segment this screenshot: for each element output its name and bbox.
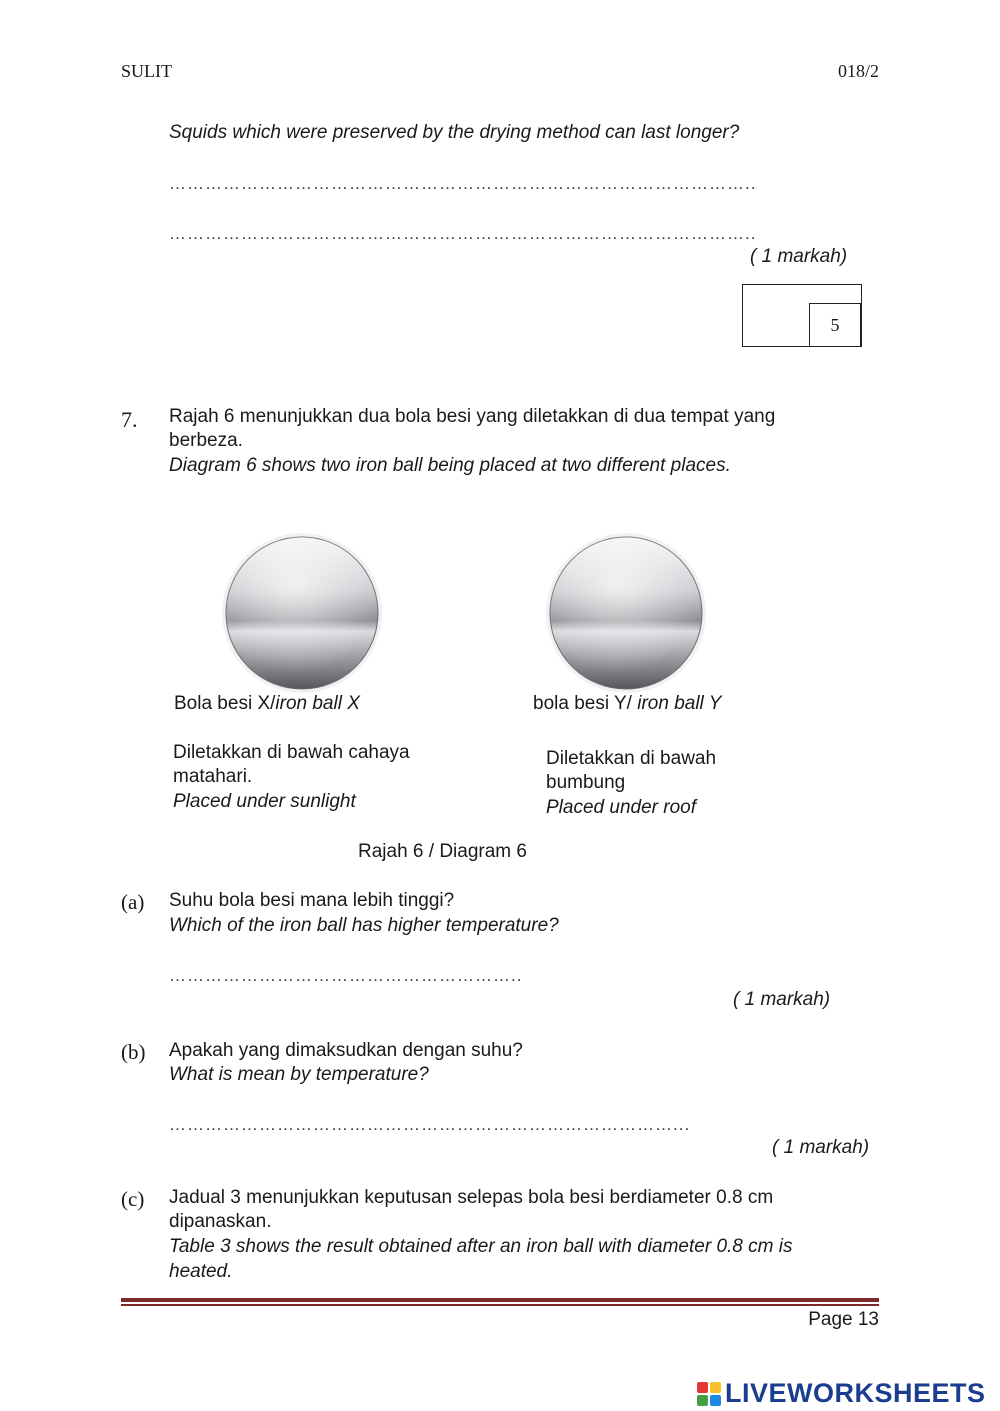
- part-b-english: What is mean by temperature?: [169, 1064, 429, 1085]
- part-label: (c): [121, 1187, 145, 1211]
- question-text-malay: Rajah 6 menunjukkan dua bola besi yang diletakkan di dua tempat yang: [169, 406, 776, 427]
- part-label: (a): [121, 890, 145, 914]
- score-box-value: 5: [809, 303, 861, 347]
- part-c-malay: Jadual 3 menunjukkan keputusan selepas bola besi berdiameter 0.8 cm: [169, 1187, 774, 1208]
- part-b-malay: Apakah yang dimaksudkan dengan suhu?: [169, 1040, 523, 1061]
- answer-line[interactable]: …………………………………………………………………………...: [169, 1115, 691, 1134]
- answer-line[interactable]: ……………………………………………………………………………………..: [169, 224, 757, 243]
- ball-x-label: Bola besi X/iron ball X: [174, 693, 360, 714]
- marks-label: ( 1 markah): [772, 1137, 870, 1158]
- ball-x-description-english: Placed under sunlight: [173, 791, 356, 812]
- footer-rule: [121, 1304, 879, 1306]
- answer-line[interactable]: …………………………………………………..: [169, 966, 523, 985]
- answer-line[interactable]: ……………………………………………………………………………………..: [169, 174, 757, 193]
- part-a-english: Which of the iron ball has higher temperature?: [169, 915, 559, 936]
- ball-y-label: bola besi Y/ iron ball Y: [533, 693, 722, 714]
- header-right: 018/2: [837, 61, 879, 81]
- logo-tile: [697, 1395, 708, 1406]
- marks-label: ( 1 markah): [733, 989, 831, 1010]
- ball-y-description-english: Placed under roof: [546, 797, 696, 818]
- footer-rule: [121, 1298, 879, 1302]
- question-text-malay: berbeza.: [169, 430, 243, 451]
- part-a-malay: Suhu bola besi mana lebih tinggi?: [169, 890, 455, 911]
- part-label: (b): [121, 1040, 146, 1064]
- iron-ball-y: [543, 530, 709, 696]
- logo-tile: [710, 1382, 721, 1393]
- marks-label: ( 1 markah): [750, 246, 848, 267]
- diagram-caption: Rajah 6 / Diagram 6: [358, 841, 527, 862]
- part-c-english: heated.: [169, 1261, 233, 1282]
- liveworksheets-logo[interactable]: [697, 1378, 986, 1409]
- page-number: Page 13: [808, 1309, 879, 1330]
- iron-ball-x: [219, 530, 385, 696]
- question-text-english: Diagram 6 shows two iron ball being placed at two different places.: [169, 455, 731, 476]
- header-left: SULIT: [121, 61, 172, 81]
- prev-question-text: Squids which were preserved by the drying method can last longer?: [169, 122, 740, 143]
- ball-x-description: matahari.: [173, 766, 253, 787]
- ball-y-description: bumbung: [546, 772, 626, 793]
- ball-y-description: Diletakkan di bawah: [546, 748, 717, 769]
- part-c-english: Table 3 shows the result obtained after an iron ball with diameter 0.8 cm is: [169, 1236, 793, 1257]
- part-c-malay: dipanaskan.: [169, 1211, 272, 1232]
- ball-x-description: Diletakkan di bawah cahaya: [173, 742, 410, 763]
- logo-tile: [697, 1382, 708, 1393]
- logo-tile: [710, 1395, 721, 1406]
- liveworksheets-icon: [697, 1382, 721, 1406]
- question-number: 7.: [121, 407, 138, 432]
- liveworksheets-wordmark: LIVEWORKSHEETS: [725, 1378, 986, 1408]
